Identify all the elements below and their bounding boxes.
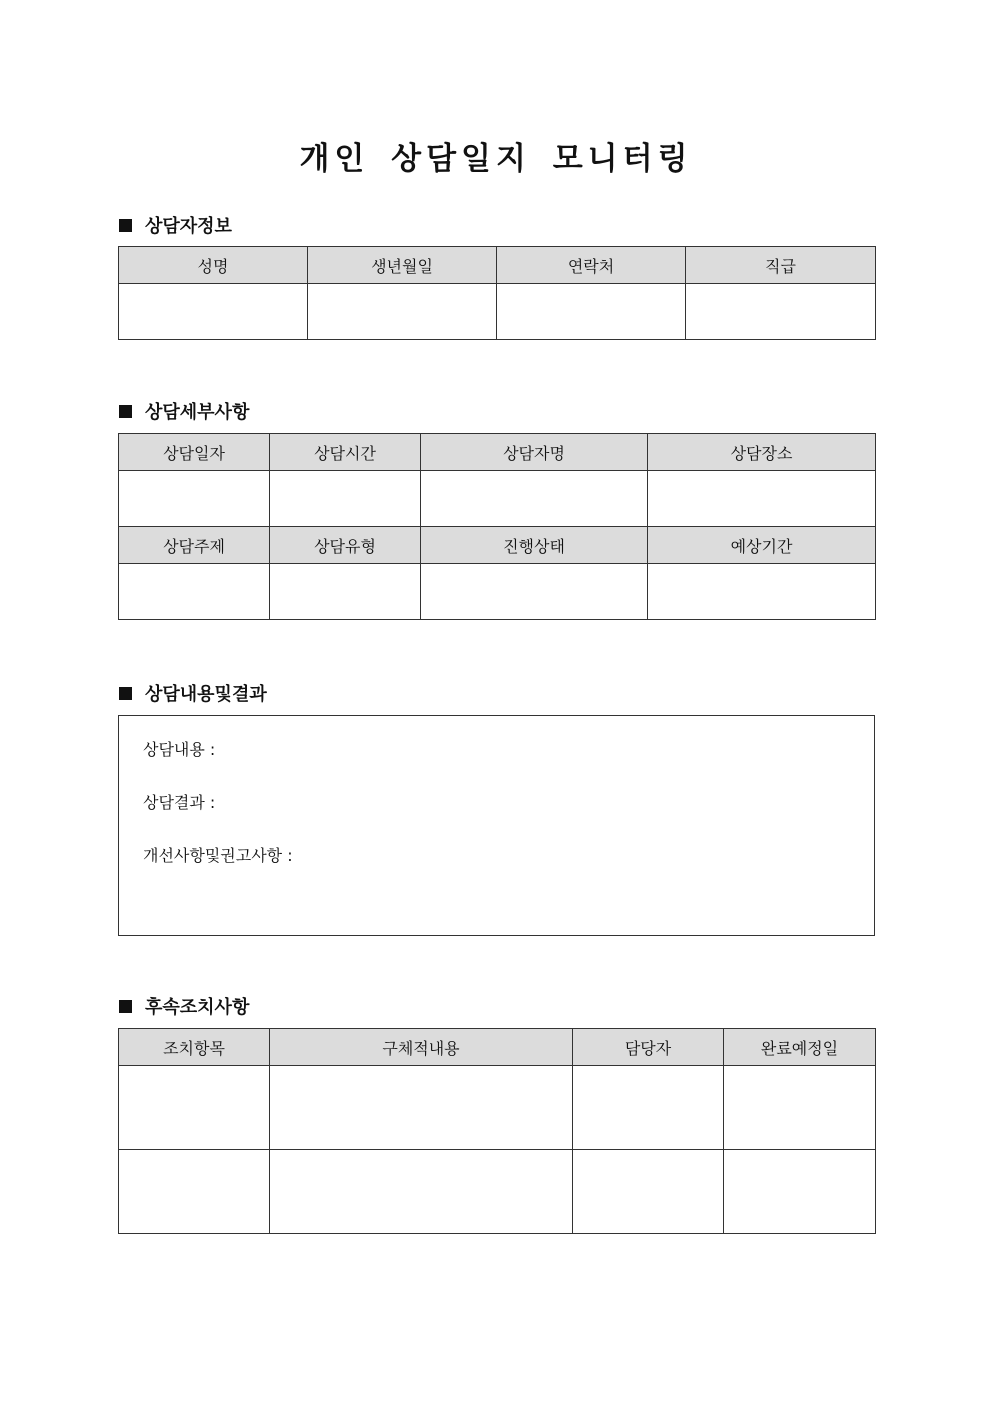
page-title: 개인 상담일지 모니터링 [299, 141, 693, 177]
followup-table [118, 1028, 876, 1234]
client-info-table [118, 246, 876, 340]
section-heading-label: 후속조치사항 [145, 997, 250, 1018]
section-heading-label: 상담세부사항 [145, 402, 250, 423]
section-heading-followup [119, 994, 249, 1018]
input-cell-action-item[interactable] [119, 1150, 270, 1234]
input-cell-counselor[interactable] [421, 471, 648, 527]
header-cell-name: 성명 [119, 247, 308, 284]
input-cell-assignee[interactable] [573, 1150, 724, 1234]
input-cell-topic[interactable] [119, 564, 270, 620]
section-heading-details [119, 399, 249, 423]
header-cell-due-date: 완료예정일 [724, 1029, 876, 1066]
input-cell-contact[interactable] [497, 284, 686, 340]
input-cell-due-date[interactable] [724, 1066, 876, 1150]
square-bullet-icon [119, 405, 132, 418]
input-cell-action-item[interactable] [119, 1066, 270, 1150]
header-cell-location: 상담장소 [648, 434, 876, 471]
input-cell-due-date[interactable] [724, 1150, 876, 1234]
header-cell-assignee: 담당자 [573, 1029, 724, 1066]
content-label-counsel: 상담내용 : [143, 740, 216, 759]
header-cell-type: 상담유형 [270, 527, 421, 564]
header-cell-position: 직급 [686, 247, 876, 284]
section-heading-client-info [119, 213, 232, 237]
header-cell-status: 진행상태 [421, 527, 648, 564]
input-cell-time[interactable] [270, 471, 421, 527]
details-table [118, 433, 876, 620]
header-cell-counselor: 상담자명 [421, 434, 648, 471]
header-cell-birthdate: 생년월일 [308, 247, 497, 284]
header-cell-date: 상담일자 [119, 434, 270, 471]
input-cell-action-detail[interactable] [270, 1066, 573, 1150]
header-cell-topic: 상담주제 [119, 527, 270, 564]
input-cell-position[interactable] [686, 284, 876, 340]
input-cell-status[interactable] [421, 564, 648, 620]
input-cell-birthdate[interactable] [308, 284, 497, 340]
content-label-result: 상담결과 : [143, 793, 216, 812]
content-result-box[interactable] [118, 715, 875, 936]
input-cell-type[interactable] [270, 564, 421, 620]
input-cell-location[interactable] [648, 471, 876, 527]
header-cell-duration: 예상기간 [648, 527, 876, 564]
input-cell-action-detail[interactable] [270, 1150, 573, 1234]
header-cell-action-detail: 구체적내용 [270, 1029, 573, 1066]
square-bullet-icon [119, 687, 132, 700]
square-bullet-icon [119, 219, 132, 232]
section-heading-label: 상담내용및결과 [145, 684, 267, 705]
section-heading-label: 상담자정보 [145, 216, 232, 237]
content-label-recommendation: 개선사항및권고사항 : [143, 846, 293, 865]
input-cell-date[interactable] [119, 471, 270, 527]
header-cell-contact: 연락처 [497, 247, 686, 284]
header-cell-action-item: 조치항목 [119, 1029, 270, 1066]
input-cell-duration[interactable] [648, 564, 876, 620]
header-cell-time: 상담시간 [270, 434, 421, 471]
square-bullet-icon [119, 1000, 132, 1013]
section-heading-content [119, 681, 267, 705]
input-cell-assignee[interactable] [573, 1066, 724, 1150]
input-cell-name[interactable] [119, 284, 308, 340]
